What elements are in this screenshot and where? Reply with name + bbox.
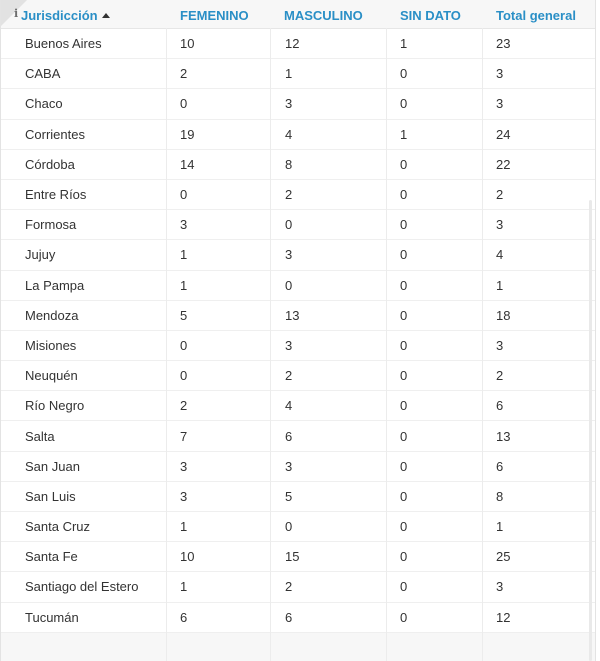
- table-row[interactable]: [1, 89, 595, 119]
- table-row[interactable]: [1, 361, 595, 391]
- cell-femenino: 10: [180, 36, 195, 52]
- cell-sin-dato: 0: [400, 217, 408, 233]
- table-row[interactable]: [1, 180, 595, 210]
- table-row[interactable]: [1, 391, 595, 421]
- table-row[interactable]: [1, 542, 595, 572]
- cell-total-general: 23: [496, 36, 511, 52]
- cell-jurisdiccion: Río Negro: [25, 398, 85, 414]
- cell-total-general: 24: [496, 126, 511, 142]
- cell-sin-dato: 0: [400, 247, 408, 263]
- cell-total-general: 2: [496, 187, 504, 203]
- cell-femenino: 7: [180, 428, 188, 444]
- cell-sin-dato: 0: [400, 277, 408, 293]
- cell-sin-dato: 1: [400, 36, 408, 52]
- cell-femenino: 19: [180, 126, 195, 142]
- table-header: [1, 0, 595, 29]
- info-icon[interactable]: i: [14, 7, 19, 20]
- cell-masculino: 3: [285, 458, 293, 474]
- cell-femenino: 10: [180, 549, 195, 565]
- cell-masculino: 12: [285, 36, 300, 52]
- cell-femenino: 1: [180, 579, 188, 595]
- table-row[interactable]: [1, 452, 595, 482]
- cell-sin-dato: 0: [400, 398, 408, 414]
- cell-jurisdiccion: Córdoba: [25, 156, 75, 172]
- table-row[interactable]: [1, 120, 595, 150]
- cell-total-general: 22: [496, 156, 511, 172]
- cell-femenino: 2: [180, 66, 188, 82]
- cell-sin-dato: 0: [400, 96, 408, 112]
- cell-jurisdiccion: San Juan: [25, 458, 80, 474]
- cell-femenino: 3: [180, 217, 188, 233]
- cell-sin-dato: 0: [400, 609, 408, 625]
- cell-jurisdiccion: Entre Ríos: [25, 187, 87, 203]
- cell-total-general: 1: [496, 519, 504, 535]
- cell-masculino: 3: [285, 247, 293, 263]
- cell-jurisdiccion: Santa Cruz: [25, 519, 91, 535]
- cell-masculino: 2: [285, 187, 293, 203]
- vertical-scrollbar[interactable]: [589, 200, 592, 661]
- cell-masculino: 2: [285, 579, 293, 595]
- table-row[interactable]: [1, 603, 595, 633]
- cell-total-general: 6: [496, 458, 504, 474]
- cell-femenino: 0: [180, 187, 188, 203]
- column-divider: [386, 28, 387, 661]
- cell-sin-dato: 0: [400, 187, 408, 203]
- table-row[interactable]: [1, 482, 595, 512]
- cell-femenino: 3: [180, 458, 188, 474]
- cell-femenino: 1: [180, 519, 188, 535]
- column-divider: [482, 28, 483, 661]
- cell-femenino: 1: [180, 277, 188, 293]
- cell-femenino: 5: [180, 307, 188, 323]
- cell-total-general: 3: [496, 579, 504, 595]
- cell-total-general: 6: [496, 398, 504, 414]
- cell-jurisdiccion: Corrientes: [25, 126, 85, 142]
- cell-total-general: 4: [496, 247, 504, 263]
- cell-masculino: 6: [285, 609, 293, 625]
- cell-total-general: 3: [496, 66, 504, 82]
- cell-femenino: 6: [180, 609, 188, 625]
- table-row[interactable]: [1, 59, 595, 89]
- cell-total-general: 1: [496, 277, 504, 293]
- cell-total-general: 25: [496, 549, 511, 565]
- column-header-label: Jurisdicción: [21, 8, 98, 23]
- cell-jurisdiccion: Chaco: [25, 96, 63, 112]
- cell-total-general: 13: [496, 428, 511, 444]
- table-row[interactable]: [1, 572, 595, 602]
- column-divider: [270, 28, 271, 661]
- cell-jurisdiccion: Formosa: [25, 217, 77, 233]
- cell-masculino: 4: [285, 398, 293, 414]
- column-header-femenino[interactable]: FEMENINO: [180, 8, 249, 23]
- cell-masculino: 1: [285, 66, 293, 82]
- cell-jurisdiccion: Misiones: [25, 337, 77, 353]
- cell-sin-dato: 0: [400, 66, 408, 82]
- cell-masculino: 2: [285, 368, 293, 384]
- cell-sin-dato: 0: [400, 428, 408, 444]
- cell-sin-dato: 0: [400, 337, 408, 353]
- cell-masculino: 13: [285, 307, 300, 323]
- cell-jurisdiccion: Neuquén: [25, 368, 78, 384]
- cell-masculino: 6: [285, 428, 293, 444]
- cell-masculino: 4: [285, 126, 293, 142]
- cell-total-general: 3: [496, 217, 504, 233]
- cell-masculino: 3: [285, 337, 293, 353]
- cell-jurisdiccion: Salta: [25, 428, 55, 444]
- cell-total-general: 12: [496, 609, 511, 625]
- cell-sin-dato: 0: [400, 368, 408, 384]
- cell-femenino: 2: [180, 398, 188, 414]
- table-row[interactable]: [1, 271, 595, 301]
- table-row[interactable]: [1, 210, 595, 240]
- cell-total-general: 3: [496, 96, 504, 112]
- table-row[interactable]: [1, 331, 595, 361]
- column-divider: [166, 28, 167, 661]
- cell-jurisdiccion: Santa Fe: [25, 549, 78, 565]
- column-header-sin-dato[interactable]: SIN DATO: [400, 8, 461, 23]
- cell-masculino: 3: [285, 96, 293, 112]
- cell-jurisdiccion: San Luis: [25, 488, 76, 504]
- cell-sin-dato: 0: [400, 458, 408, 474]
- table-body: [1, 29, 595, 633]
- cell-femenino: 0: [180, 368, 188, 384]
- cell-sin-dato: 0: [400, 488, 408, 504]
- cell-sin-dato: 0: [400, 156, 408, 172]
- table-row[interactable]: [1, 301, 595, 331]
- cell-femenino: 0: [180, 337, 188, 353]
- cell-masculino: 15: [285, 549, 300, 565]
- cell-jurisdiccion: CABA: [25, 66, 61, 82]
- cell-sin-dato: 0: [400, 519, 408, 535]
- cell-total-general: 2: [496, 368, 504, 384]
- cell-sin-dato: 0: [400, 549, 408, 565]
- cell-jurisdiccion: La Pampa: [25, 277, 85, 293]
- table-row[interactable]: [1, 421, 595, 451]
- sort-ascending-icon[interactable]: [102, 13, 110, 18]
- cell-jurisdiccion: Jujuy: [25, 247, 56, 263]
- cell-masculino: 0: [285, 217, 293, 233]
- column-header-masculino[interactable]: MASCULINO: [284, 8, 363, 23]
- cell-jurisdiccion: Buenos Aires: [25, 36, 102, 52]
- cell-femenino: 14: [180, 156, 195, 172]
- column-header-total-general[interactable]: Total general: [496, 8, 576, 23]
- cell-jurisdiccion: Santiago del Estero: [25, 579, 139, 595]
- cell-masculino: 0: [285, 277, 293, 293]
- cell-femenino: 0: [180, 96, 188, 112]
- cell-sin-dato: 0: [400, 579, 408, 595]
- cell-femenino: 3: [180, 488, 188, 504]
- cell-sin-dato: 1: [400, 126, 408, 142]
- cell-total-general: 18: [496, 307, 511, 323]
- cell-sin-dato: 0: [400, 307, 408, 323]
- cell-total-general: 3: [496, 337, 504, 353]
- table-row[interactable]: [1, 150, 595, 180]
- cell-femenino: 1: [180, 247, 188, 263]
- cell-masculino: 8: [285, 156, 293, 172]
- table-row[interactable]: [1, 512, 595, 542]
- cell-masculino: 0: [285, 519, 293, 535]
- cell-masculino: 5: [285, 488, 293, 504]
- cell-jurisdiccion: Mendoza: [25, 307, 79, 323]
- cell-total-general: 8: [496, 488, 504, 504]
- table-row[interactable]: [1, 240, 595, 270]
- cell-jurisdiccion: Tucumán: [25, 609, 79, 625]
- table-row[interactable]: [1, 29, 595, 59]
- column-header-jurisdiccion[interactable]: [21, 8, 110, 23]
